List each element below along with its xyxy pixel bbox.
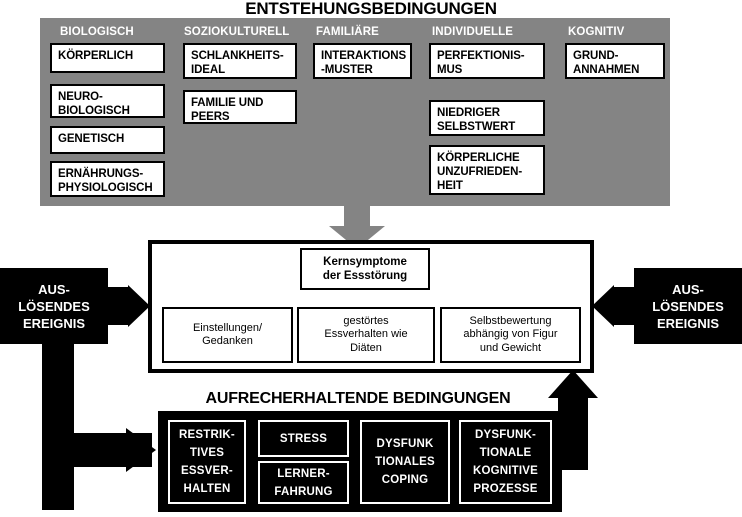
origin-item-niedriger-selbstwert[interactable]: NIEDRIGER SELBSTWERT <box>429 100 545 136</box>
trigger-line: EREIGNIS <box>22 315 86 331</box>
origin-item-grundannahmen[interactable]: GRUND- ANNAHMEN <box>565 43 665 79</box>
maintaining-line: PROZESSE <box>473 483 538 495</box>
maintaining-line: DYSFUNK <box>376 438 434 450</box>
column-header-soziokulturell: SOZIOKULTURELL <box>184 26 290 38</box>
gray-down-arrow-shaft <box>344 200 370 228</box>
symptom-line: gestörtes <box>343 314 389 327</box>
trigger-line: EREIGNIS <box>656 315 720 331</box>
column-header-kognitiv: KOGNITIV <box>568 26 625 38</box>
maintaining-line: RESTRIK- <box>179 429 235 441</box>
origin-item-familie-und-peers[interactable]: FAMILIE UND PEERS <box>183 90 297 124</box>
maintaining-box-dysfunktionale-kognitive-prozesse[interactable] <box>459 420 552 504</box>
maintaining-line: HALTEN <box>183 483 231 495</box>
origin-item-schlankheitsideal[interactable]: SCHLANKHEITS- IDEAL <box>183 43 297 79</box>
origin-item-genetisch[interactable]: GENETISCH <box>50 126 165 154</box>
trigger-event-right[interactable] <box>634 268 742 344</box>
maintaining-box-lernerfahrung[interactable] <box>258 461 349 504</box>
symptom-line: Selbstbewertung <box>469 314 552 327</box>
symptom-box-selbstbewertung[interactable] <box>440 307 581 363</box>
core-symptoms-line1: Kernsymptome <box>323 256 407 268</box>
maintaining-line: ESSVER- <box>181 465 233 477</box>
origin-item-interaktionsmuster[interactable]: INTERAKTIONS -MUSTER <box>313 43 412 79</box>
origin-item-perfektionismus[interactable]: PERFEKTIONIS- MUS <box>429 43 545 79</box>
origin-item-neurobiologisch[interactable]: NEURO- BIOLOGISCH <box>50 84 165 118</box>
right-trigger-arrow-head <box>592 285 614 327</box>
maintaining-box-stress[interactable] <box>258 420 349 457</box>
symptom-box-einstellungen[interactable] <box>162 307 293 363</box>
maintaining-line: KOGNITIVE <box>472 465 539 477</box>
maintaining-box-restriktives-essverhalten[interactable] <box>168 420 246 504</box>
core-symptoms-line2: der Essstörung <box>322 270 408 282</box>
origin-item-koerperlich[interactable]: KÖRPERLICH <box>50 43 165 73</box>
maintaining-line: FAHRUNG <box>274 485 333 498</box>
symptom-box-gestoertes-essverhalten[interactable] <box>297 307 435 363</box>
symptom-line: Einstellungen/ <box>192 321 263 334</box>
maintaining-line: TIONALES <box>375 456 435 468</box>
trigger-line: AUS- <box>38 281 70 297</box>
trigger-line: LÖSENDES <box>652 298 724 314</box>
maintaining-line: LERNER- <box>277 467 330 480</box>
left-feedback-arrow-head <box>126 428 156 472</box>
trigger-line: AUS- <box>672 281 704 297</box>
symptom-line: Essverhalten wie <box>324 328 408 341</box>
origin-item-koerperliche-unzufriedenheit[interactable]: KÖRPERLICHE UNZUFRIEDEN- HEIT <box>429 145 545 195</box>
left-trigger-arrow-shaft <box>105 287 130 325</box>
left-trigger-arrow-head <box>128 285 150 327</box>
origin-item-ernaehrungsphysiologisch[interactable]: ERNÄHRUNGS- PHYSIOLOGISCH <box>50 161 165 197</box>
column-header-familiaere: FAMILIÄRE <box>316 26 379 38</box>
maintaining-conditions-title: AUFRECHERHALTENDE BEDINGUNGEN <box>205 390 511 407</box>
maintaining-line: COPING <box>381 474 429 486</box>
maintaining-line: TIVES <box>189 447 225 459</box>
core-symptoms-box[interactable] <box>300 248 430 290</box>
symptom-line: und Gewicht <box>479 341 542 354</box>
maintaining-line: TIONALE <box>479 447 532 459</box>
trigger-line: LÖSENDES <box>18 298 90 314</box>
maintaining-line: DYSFUNK- <box>474 429 536 441</box>
left-feedback-arrow-vertical <box>42 340 74 510</box>
page-title: ENTSTEHUNGSBEDINGUNGEN <box>245 0 497 18</box>
maintaining-line: STRESS <box>279 432 328 445</box>
symptom-line: abhängig von Figur <box>463 328 558 341</box>
maintaining-box-dysfunktionales-coping[interactable] <box>360 420 450 504</box>
symptom-line: Diäten <box>350 341 382 354</box>
column-header-individuelle: INDIVIDUELLE <box>432 26 514 38</box>
column-header-biologisch: BIOLOGISCH <box>60 26 134 38</box>
symptom-line: Gedanken <box>202 335 253 347</box>
trigger-event-left[interactable] <box>0 268 108 344</box>
